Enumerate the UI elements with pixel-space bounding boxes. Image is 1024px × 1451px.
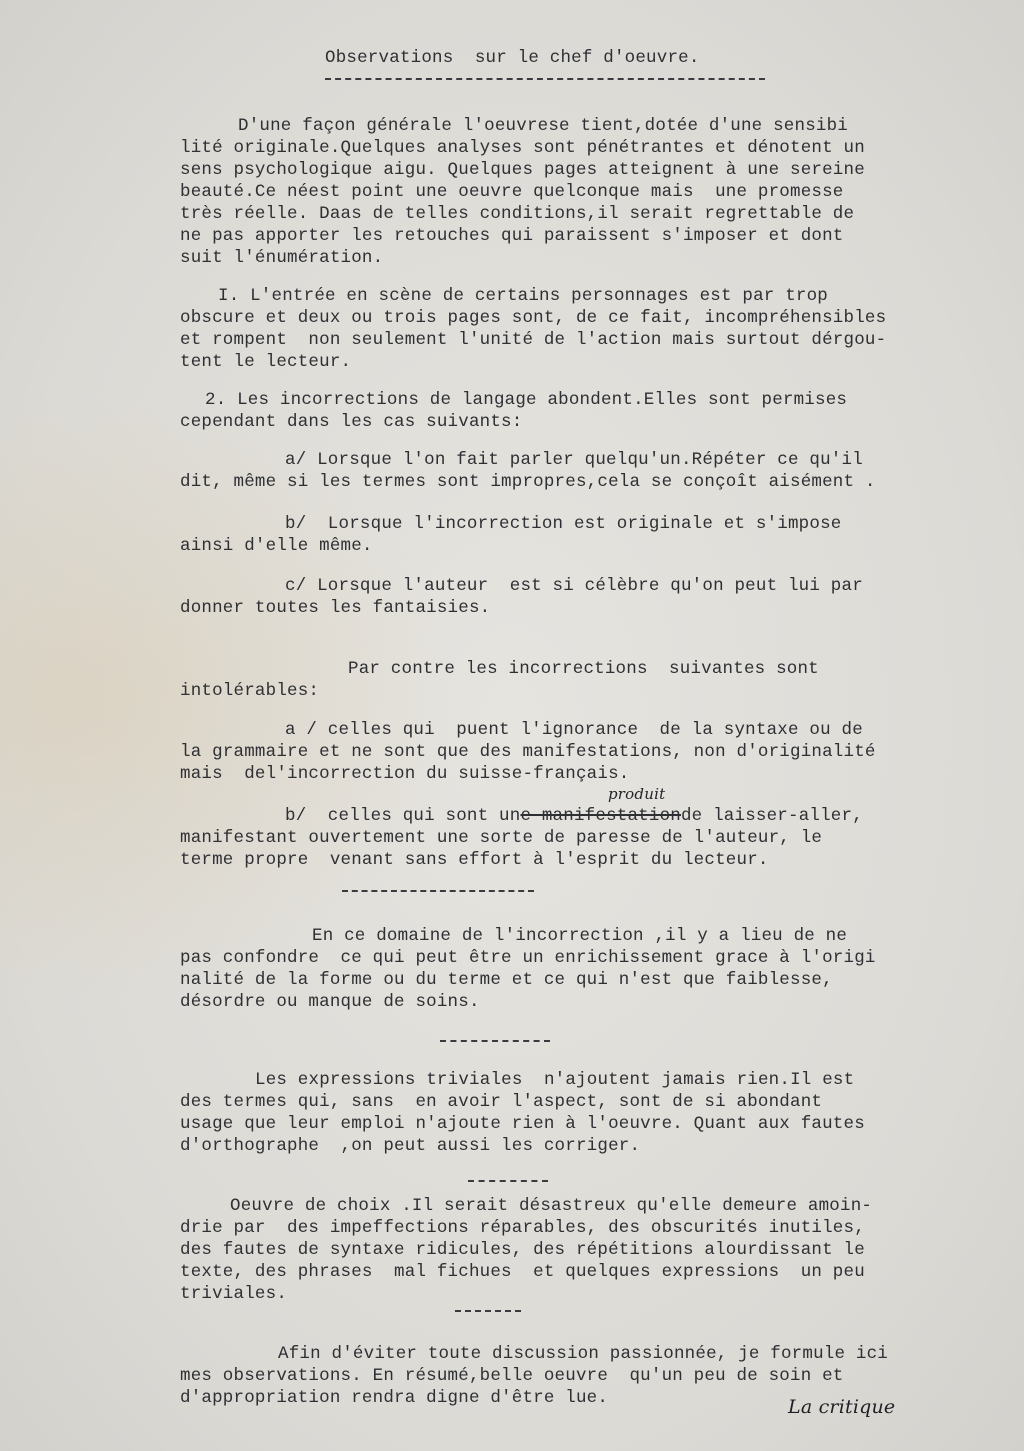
choix-line: triviales. <box>180 1284 288 1304</box>
intro-line: sens psychologique aigu. Quelques pages atteignent à une sereine <box>180 160 865 180</box>
final-line: d'appropriation rendra digne d'être lue. <box>180 1388 609 1408</box>
section-divider <box>468 1180 548 1182</box>
case-a-line: dit, même si les termes sont impropres,cela se conçoît aisément . <box>180 472 876 492</box>
section-divider <box>342 890 534 892</box>
intro-line: très réelle. Daas de telles conditions,il serait regrettable de <box>180 204 855 224</box>
point-1-line: et rompent non seulement l'unité de l'action mais surtout dérgou- <box>180 330 887 350</box>
handwritten-signature: La critique <box>788 1396 896 1418</box>
domaine-line: En ce domaine de l'incorrection ,il y a lieu de ne <box>312 926 848 946</box>
section-divider <box>440 1040 550 1042</box>
point-2-line: 2. Les incorrections de langage abondent.Elles sont permises <box>205 390 848 410</box>
intro-line: beauté.Ce néest point une oeuvre quelconque mais une promesse <box>180 182 844 202</box>
choix-line: des fautes de syntaxe ridicules, des répétitions alourdissant le <box>180 1240 865 1260</box>
bad-a-line: mais del'incorrection du suisse-français. <box>180 764 630 784</box>
case-b-line: b/ Lorsque l'incorrection est originale et s'impose <box>285 514 842 534</box>
section-divider <box>455 1310 521 1312</box>
domaine-line: nalité de la forme ou du terme et ce qui n'est que faiblesse, <box>180 970 833 990</box>
intro-line: suit l'énumération. <box>180 248 384 268</box>
case-b-line: ainsi d'elle même. <box>180 536 373 556</box>
intro-line: D'une façon générale l'oeuvrese tient,dotée d'une sensibi <box>238 116 848 136</box>
point-1-line: tent le lecteur. <box>180 352 352 372</box>
case-a-line: a/ Lorsque l'on fait parler quelqu'un.Répéter ce qu'il <box>285 450 863 470</box>
case-c-line: donner toutes les fantaisies. <box>180 598 491 618</box>
case-c-line: c/ Lorsque l'auteur est si célèbre qu'on peut lui par <box>285 576 863 596</box>
choix-line: Oeuvre de choix .Il serait désastreux qu'elle demeure amoin- <box>230 1196 873 1216</box>
final-line: Afin d'éviter toute discussion passionnée, je formule ici <box>278 1344 888 1364</box>
intro-line: lité originale.Quelques analyses sont pénétrantes et dénotent un <box>180 138 865 158</box>
bad-a-line: a / celles qui puent l'ignorance de la syntaxe ou de <box>285 720 863 740</box>
bad-b-suffix: de laisser-aller, <box>680 806 863 826</box>
title-underline <box>325 78 765 80</box>
bad-b-first-line <box>285 805 863 827</box>
point-1-line: obscure et deux ou trois pages sont, de ce fait, incompréhensibles <box>180 308 887 328</box>
triviales-line: Les expressions triviales n'ajoutent jamais rien.Il est <box>255 1070 855 1090</box>
triviales-line: d'orthographe ,on peut aussi les corriger. <box>180 1136 641 1156</box>
triviales-line: usage que leur emploi n'ajoute rien à l'oeuvre. Quant aux fautes <box>180 1114 865 1134</box>
intro-line: ne pas apporter les retouches qui paraissent s'imposer et dont <box>180 226 844 246</box>
handwritten-insert: produit <box>608 785 666 803</box>
document-title: Observations sur le chef d'oeuvre. <box>325 48 700 68</box>
point-2-line: cependant dans les cas suivants: <box>180 412 523 432</box>
triviales-line: des termes qui, sans en avoir l'aspect, sont de si abondant <box>180 1092 823 1112</box>
bad-b-line: manifestant ouvertement une sorte de paresse de l'auteur, le <box>180 828 823 848</box>
bad-b-prefix: b/ celles qui sont un <box>285 806 521 826</box>
domaine-line: pas confondre ce qui peut être un enrichissement grace à l'origi <box>180 948 876 968</box>
final-line: mes observations. En résumé,belle oeuvre qu'un peu de soin et <box>180 1366 844 1386</box>
point-1-line: I. L'entrée en scène de certains personnages est par trop <box>218 286 828 306</box>
bad-b-line: terme propre venant sans effort à l'esprit du lecteur. <box>180 850 769 870</box>
struck-text: e manifestation <box>520 806 681 826</box>
bad-a-line: la grammaire et ne sont que des manifestations, non d'originalité <box>180 742 876 762</box>
choix-line: drie par des impeffections réparables, des obscurités inutiles, <box>180 1218 865 1238</box>
domaine-line: désordre ou manque de soins. <box>180 992 480 1012</box>
contre-line: Par contre les incorrections suivantes sont <box>348 659 819 679</box>
contre-line: intolérables: <box>180 681 320 701</box>
choix-line: texte, des phrases mal fichues et quelques expressions un peu <box>180 1262 865 1282</box>
